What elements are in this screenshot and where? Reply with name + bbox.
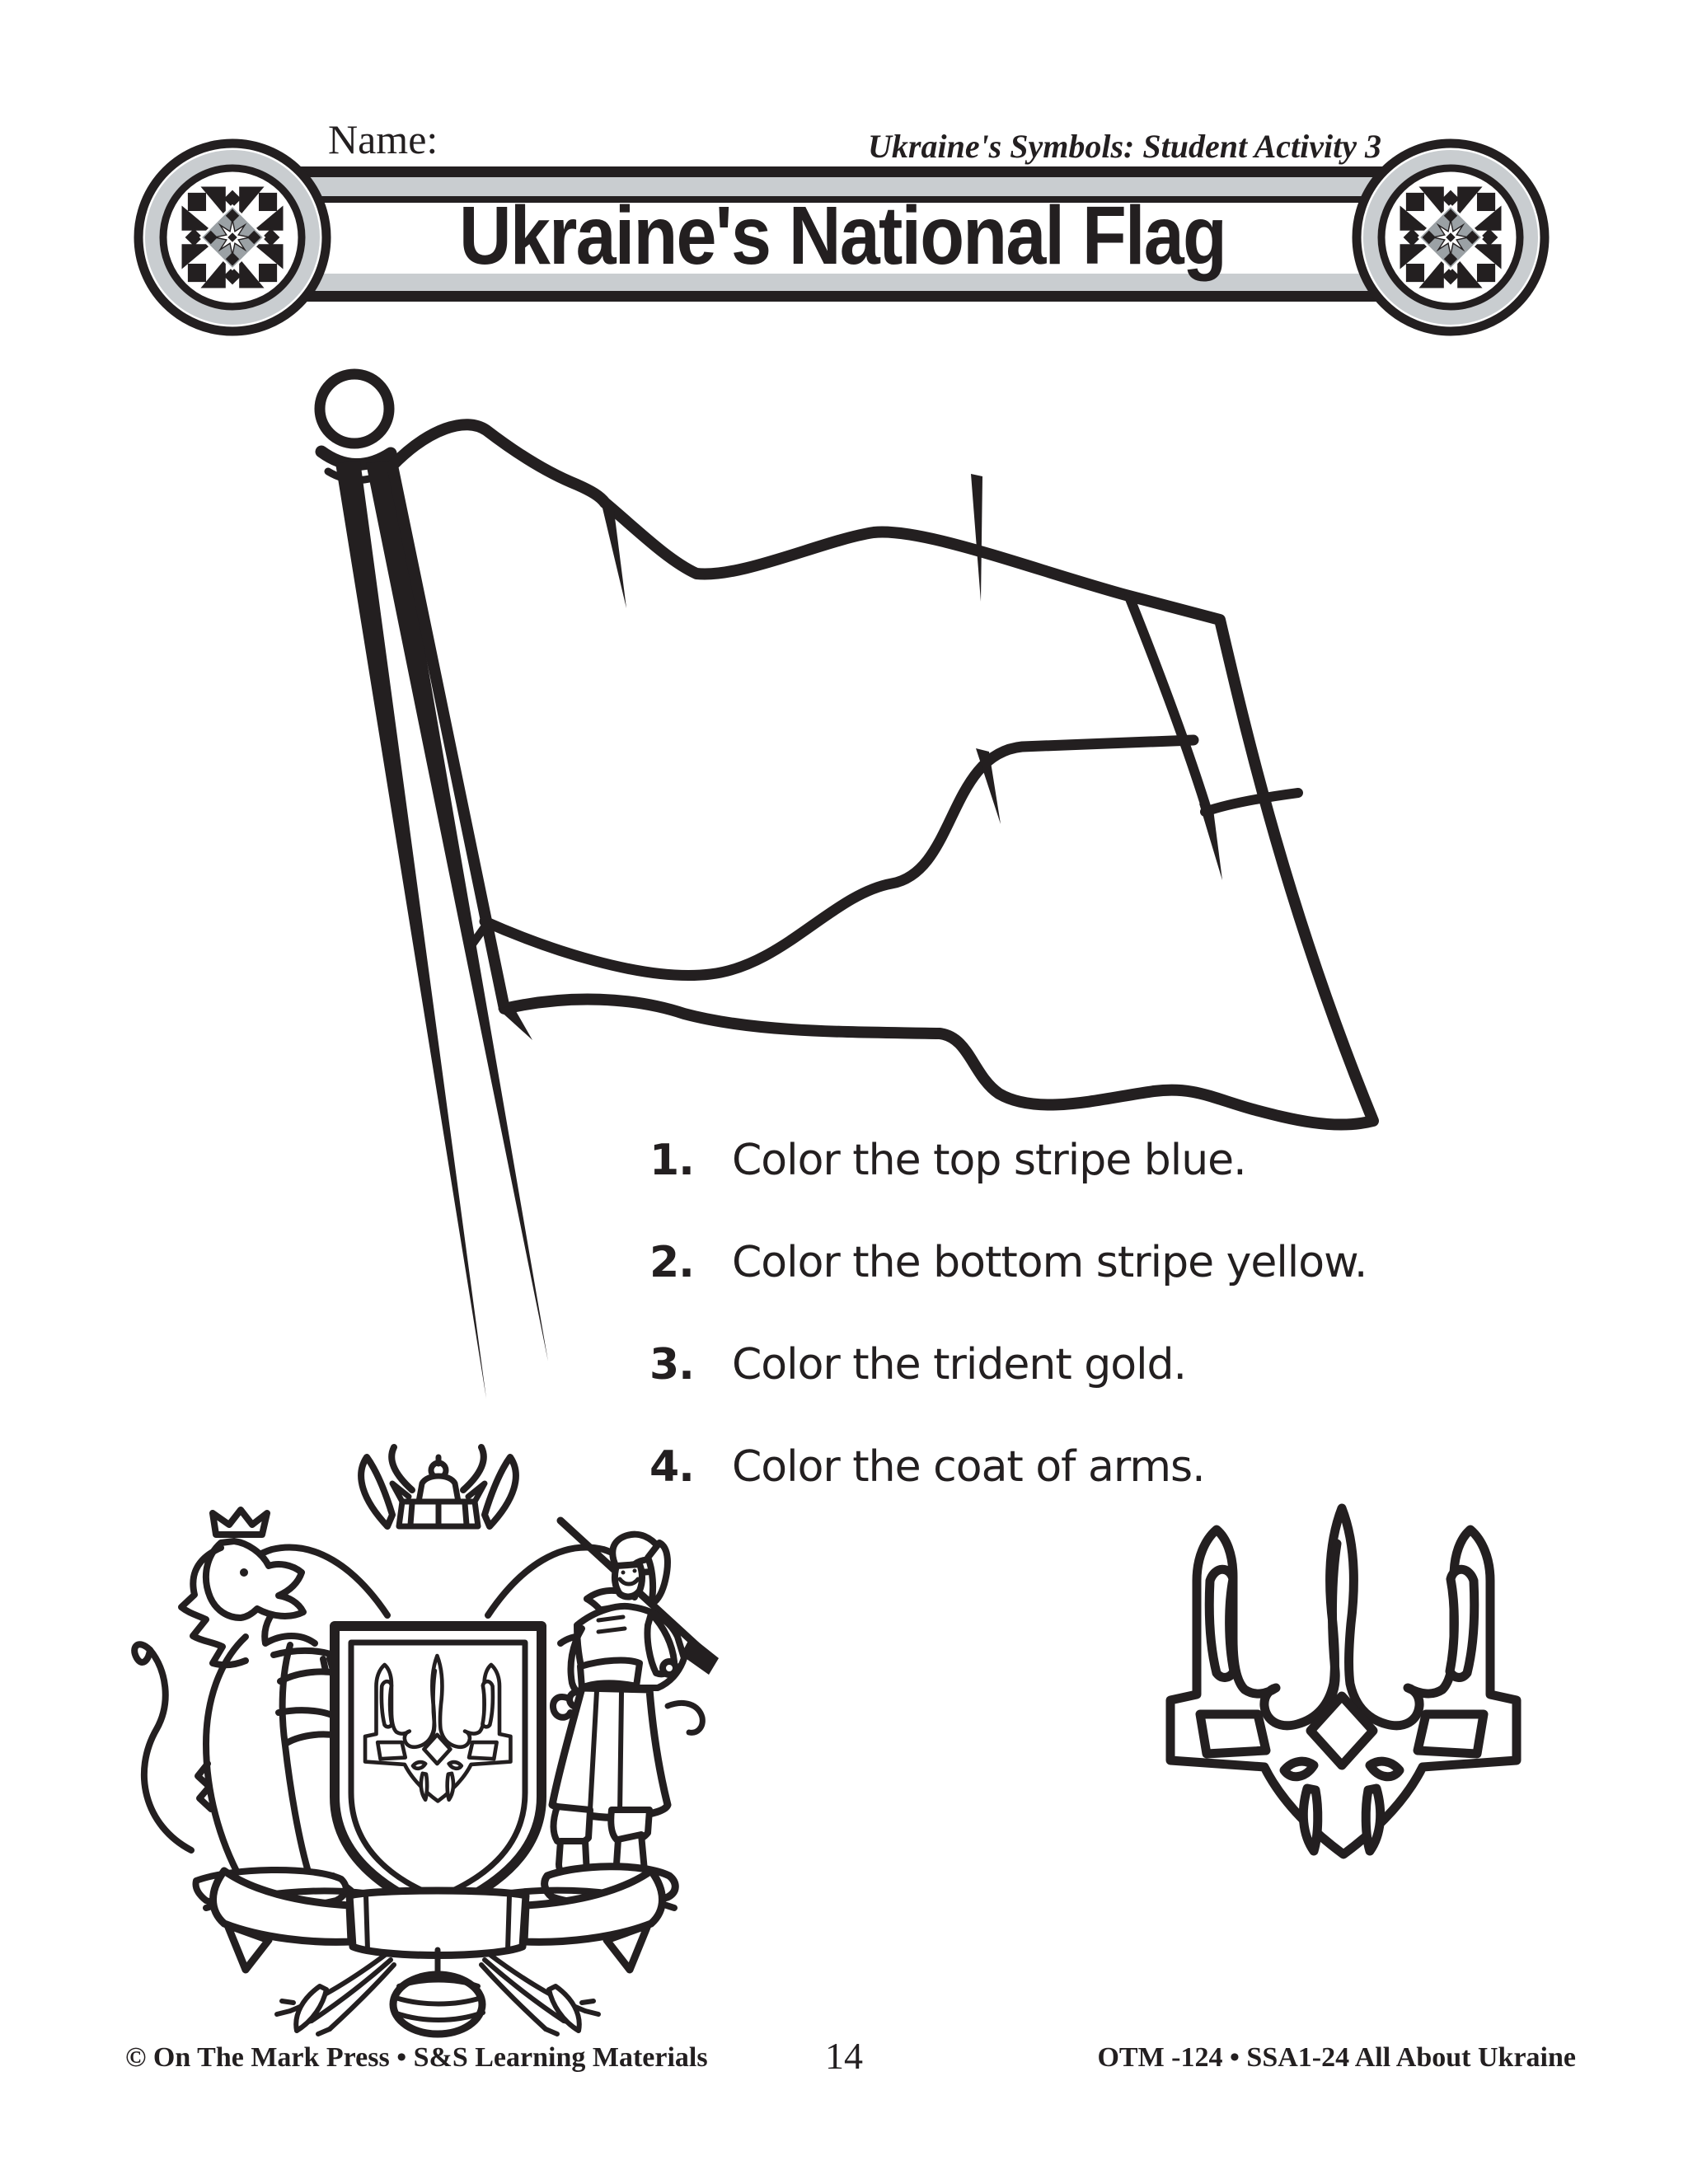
trident-illustration [1170,1508,1517,1854]
instruction-item [649,1442,1367,1493]
flag-cloth [392,424,1373,1124]
coat-of-arms [134,1447,719,2034]
crest-crown [392,1457,485,1526]
instruction-number: 3. [649,1340,694,1390]
right-medallion-icon [1357,143,1545,331]
instruction-item [649,1340,1367,1390]
footer-copyright: © On The Mark Press • S&S Learning Materials [125,2042,708,2073]
instruction-number: 1. [649,1136,694,1185]
instruction-text: Color the top stripe blue. [732,1136,1246,1185]
lion-supporter [134,1510,351,1908]
instructions-list [649,1136,1367,1544]
name-label: Name: [328,116,438,162]
instruction-item [649,1136,1367,1186]
page-title: Ukraine's National Flag [459,190,1226,282]
banner-ornament [138,143,1545,331]
instruction-text: Color the bottom stripe yellow. [732,1238,1367,1287]
instruction-number: 4. [649,1442,694,1492]
instruction-item [649,1238,1367,1288]
footer-product-code: OTM -124 • SSA1-24 All About Ukraine [1097,2042,1576,2073]
wheat-ornament [277,1950,598,2034]
cossack-supporter [545,1521,719,1905]
left-medallion-icon [138,143,326,331]
heraldic-shield [335,1626,542,1912]
footer-page-number: 14 [825,2035,863,2077]
instruction-text: Color the trident gold. [732,1340,1187,1390]
instruction-number: 2. [649,1238,694,1287]
instruction-text: Color the coat of arms. [732,1442,1205,1492]
activity-label: Ukraine's Symbols: Student Activity 3 [868,128,1381,165]
